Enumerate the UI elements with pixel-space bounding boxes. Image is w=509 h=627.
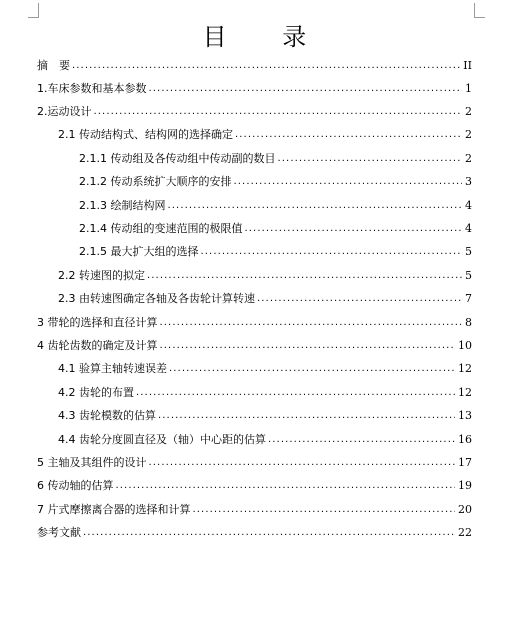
toc-dot-leader: [277, 151, 462, 167]
toc-dot-leader: [83, 525, 455, 541]
toc-entry-2-3[interactable]: [58, 291, 472, 307]
toc-dot-leader: [72, 58, 460, 74]
toc-entry-page: 17: [458, 456, 472, 469]
toc-entry-label: 2.2 转速图的拟定: [58, 269, 145, 282]
toc-dot-leader: [245, 221, 463, 237]
toc-entry-references[interactable]: [37, 525, 472, 541]
toc-entry-4-2[interactable]: [58, 385, 472, 401]
toc-entry-page: 4: [465, 222, 472, 235]
toc-entry-label: 4.1 验算主轴转速误差: [58, 362, 167, 375]
toc-entry-page: 5: [465, 245, 472, 258]
toc-entry-4-3[interactable]: [58, 408, 472, 424]
toc-entry-4[interactable]: [37, 338, 472, 354]
page-corner-mark-top-left: [28, 3, 39, 18]
toc-dot-leader: [193, 502, 456, 518]
toc-entry-page: II: [463, 59, 472, 72]
toc-entry-2[interactable]: [37, 104, 472, 120]
toc-entry-label: 4.2 齿轮的布置: [58, 386, 134, 399]
toc-entry-page: 3: [465, 175, 472, 188]
toc-entry-2-1-2[interactable]: [79, 174, 472, 190]
toc-entry-page: 4: [465, 199, 472, 212]
toc-entry-6[interactable]: [37, 478, 472, 494]
toc-entry-3[interactable]: [37, 315, 472, 331]
toc-entry-4-4[interactable]: [58, 432, 472, 448]
toc-entry-page: 16: [458, 433, 472, 446]
toc-entry-label: 2.1.4 传动组的变速范围的极限值: [79, 222, 243, 235]
toc-dot-leader: [116, 478, 456, 494]
toc-entry-label: 2.1.3 绘制结构网: [79, 199, 166, 212]
toc-dot-leader: [149, 455, 456, 471]
toc-dot-leader: [160, 315, 463, 331]
toc-entry-2-1-5[interactable]: [79, 244, 472, 260]
toc-entry-2-1[interactable]: [58, 127, 472, 143]
toc-dot-leader: [201, 244, 463, 260]
toc-entry-label: 4.3 齿轮模数的估算: [58, 409, 156, 422]
toc-dot-leader: [147, 268, 462, 284]
toc-entry-label: 2.1.5 最大扩大组的选择: [79, 245, 199, 258]
toc-entry-label: 4 齿轮齿数的确定及计算: [37, 339, 158, 352]
toc-entry-2-1-1[interactable]: [79, 151, 472, 167]
toc-entry-1[interactable]: [37, 81, 472, 97]
toc-dot-leader: [257, 291, 462, 307]
toc-entry-2-1-3[interactable]: [79, 198, 472, 214]
toc-entry-page: 5: [465, 269, 472, 282]
toc-entry-label: 2.3 由转速图确定各轴及各齿轮计算转速: [58, 292, 255, 305]
toc-dot-leader: [235, 127, 462, 143]
toc-entry-2-1-4[interactable]: [79, 221, 472, 237]
toc-entry-page: 13: [458, 409, 472, 422]
toc-dot-leader: [158, 408, 455, 424]
toc-dot-leader: [149, 81, 463, 97]
toc-entry-label: 3 带轮的选择和直径计算: [37, 316, 158, 329]
toc-entry-abstract[interactable]: [37, 58, 472, 74]
toc-entry-7[interactable]: [37, 502, 472, 518]
toc-entry-page: 2: [465, 128, 472, 141]
toc-entry-label: 2.1.1 传动组及各传动组中传动副的数目: [79, 152, 276, 165]
toc-entry-label: 6 传动轴的估算: [37, 479, 114, 492]
page-corner-mark-top-right: [474, 3, 485, 18]
page-title: 目 录: [202, 23, 331, 51]
toc-dot-leader: [136, 385, 455, 401]
toc-entry-page: 7: [465, 292, 472, 305]
toc-entry-page: 1: [465, 82, 472, 95]
toc-entry-page: 12: [458, 362, 472, 375]
toc-entry-label: 2.1.2 传动系统扩大顺序的安排: [79, 175, 232, 188]
toc-dot-leader: [94, 104, 463, 120]
toc-entry-label: 5 主轴及其组件的设计: [37, 456, 147, 469]
toc-entry-label: 2.运动设计: [37, 105, 92, 118]
toc-entry-label: 参考文献: [37, 526, 81, 539]
toc-entry-label: 2.1 传动结构式、结构网的选择确定: [58, 128, 233, 141]
toc-entry-4-1[interactable]: [58, 361, 472, 377]
toc-entry-page: 8: [465, 316, 472, 329]
toc-dot-leader: [169, 361, 455, 377]
toc-entry-page: 19: [458, 479, 472, 492]
toc-entry-label: 4.4 齿轮分度圆直径及（轴）中心距的估算: [58, 433, 266, 446]
toc-entry-page: 2: [465, 105, 472, 118]
toc-entry-page: 22: [458, 526, 472, 539]
toc-dot-leader: [234, 174, 463, 190]
toc-entry-label: 摘 要: [37, 59, 70, 72]
toc-dot-leader: [268, 432, 455, 448]
toc-entry-page: 10: [458, 339, 472, 352]
toc-entry-2-2[interactable]: [58, 268, 472, 284]
toc-entry-label: 7 片式摩擦离合器的选择和计算: [37, 503, 191, 516]
toc-entry-label: 1.车床参数和基本参数: [37, 82, 147, 95]
toc-entry-page: 20: [458, 503, 472, 516]
toc-entry-page: 12: [458, 386, 472, 399]
toc-entry-page: 2: [465, 152, 472, 165]
toc-entry-5[interactable]: [37, 455, 472, 471]
toc-dot-leader: [160, 338, 456, 354]
toc-dot-leader: [168, 198, 463, 214]
